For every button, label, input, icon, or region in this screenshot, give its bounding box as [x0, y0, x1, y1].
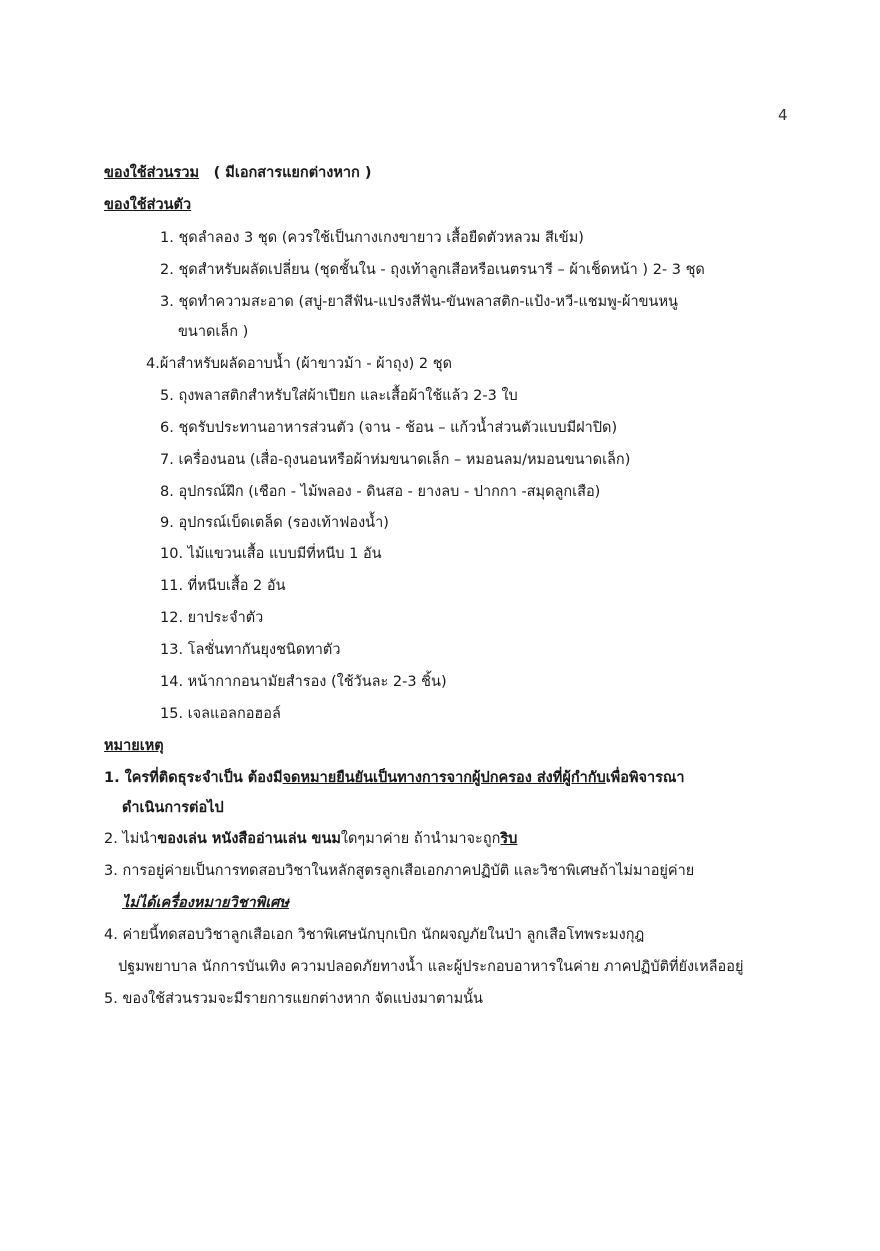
remark-1-text-a: 1. ใครที่ติดธุระจำเป็น ต้องมี — [104, 770, 283, 786]
shared-items-note: ( มีเอกสารแยกต่างหาก ) — [213, 165, 372, 181]
list-item: 5. ถุงพลาสติกสำหรับใส่ผ้าเปียก และเสื้อผ้าใช้แล้ว 2-3 ใบ — [160, 388, 518, 404]
remark-2-emphasis: ของเล่น หนังสืออ่านเล่น ขนม — [157, 831, 341, 847]
remarks-heading: หมายเหตุ — [104, 738, 164, 754]
list-item: 3. ชุดทำความสะอาด (สบู่-ยาสีฟัน-แปรงสีฟัน-ขันพลาสติก-แป้ง-หวี-แชมพู-ผ้าขนหนู — [160, 294, 678, 310]
list-item: 11. ที่หนีบเสื้อ 2 อัน — [160, 578, 286, 594]
shared-items-heading: ของใช้ส่วนรวม — [104, 165, 200, 181]
remark-2-confiscate: ริบ — [500, 831, 518, 847]
page-number: 4 — [778, 106, 788, 124]
list-item: 4.ผ้าสำหรับผลัดอาบน้ำ (ผ้าขาวม้า - ผ้าถุง) 2 ชุด — [146, 356, 453, 372]
remark-2-text-c: ใดๆมาค่าย ถ้านำมาจะถูก — [340, 831, 501, 847]
list-item: 10. ไม้แขวนเสื้อ แบบมีที่หนีบ 1 อัน — [160, 546, 382, 562]
list-item: 7. เครื่องนอน (เสื่อ-ถุงนอนหรือผ้าห่มขนาดเล็ก – หมอนลม/หมอนขนาดเล็ก) — [160, 452, 631, 468]
remark-3-emphasis: ไม่ได้เครื่องหมายวิชาพิเศษ — [122, 895, 289, 911]
remark-1-continuation: ดำเนินการต่อไป — [122, 800, 224, 816]
remark-1 — [104, 768, 685, 788]
personal-items-heading: ของใช้ส่วนตัว — [104, 197, 192, 213]
remark-3: 3. การอยู่ค่ายเป็นการทดสอบวิชาในหลักสูตรลูกเสือเอกภาคปฏิบัติ และวิชาพิเศษถ้าไม่มาอยู่ค่าย — [104, 863, 695, 879]
remark-2 — [104, 829, 517, 849]
remark-2-text-a: 2. ไม่นำ — [104, 831, 158, 847]
remark-4: 4. ค่ายนี้ทดสอบวิชาลูกเสือเอก วิชาพิเศษนักบุกเบิก นักผจญภัยในป่า ลูกเสือโทพระมงกุฎ — [104, 927, 645, 943]
list-item: 2. ชุดสำหรับผลัดเปลี่ยน (ชุดชั้นใน - ถุงเท้าลูกเสือหรือเนตรนารี – ผ้าเช็ดหน้า ) 2- 3 ชุด — [160, 262, 705, 278]
list-item: 14. หน้ากากอนามัยสำรอง (ใช้วันละ 2-3 ชิ้น) — [160, 674, 447, 690]
list-item-continuation: ขนาดเล็ก ) — [178, 324, 249, 340]
remark-1-emphasis: จดหมายยืนยันเป็นทางการจากผู้ปกครอง ส่งที่ผู้กำกับ — [282, 770, 606, 786]
list-item: 9. อุปกรณ์เบ็ดเตล็ด (รองเท้าฟองน้ำ) — [160, 515, 389, 531]
remark-1-text-c: เพื่อพิจารณา — [605, 770, 685, 786]
list-item: 8. อุปกรณ์ฝึก (เชือก - ไม้พลอง - ดินสอ - ยางลบ - ปากกา -สมุดลูกเสือ) — [160, 484, 601, 500]
list-item: 6. ชุดรับประทานอาหารส่วนตัว (จาน - ช้อน – แก้วน้ำส่วนตัวแบบมีฝาปิด) — [160, 420, 618, 436]
remark-4-continuation: ปฐมพยาบาล นักการบันเทิง ความปลอดภัยทางน้ำ และผู้ประกอบอาหารในค่าย ภาคปฏิบัติที่ยังเหลืออยู่ — [118, 959, 744, 975]
list-item: 15. เจลแอลกอฮอล์ — [160, 706, 281, 722]
shared-items-line — [104, 163, 372, 183]
remark-5: 5. ของใช้ส่วนรวมจะมีรายการแยกต่างหาก จัดแบ่งมาตามนั้น — [104, 991, 483, 1007]
list-item: 13. โลชั่นทากันยุงชนิดทาตัว — [160, 642, 341, 658]
list-item: 12. ยาประจำตัว — [160, 610, 264, 626]
list-item: 1. ชุดลำลอง 3 ชุด (ควรใช้เป็นกางเกงขายาว เสื้อยืดตัวหลวม สีเข้ม) — [160, 230, 584, 246]
